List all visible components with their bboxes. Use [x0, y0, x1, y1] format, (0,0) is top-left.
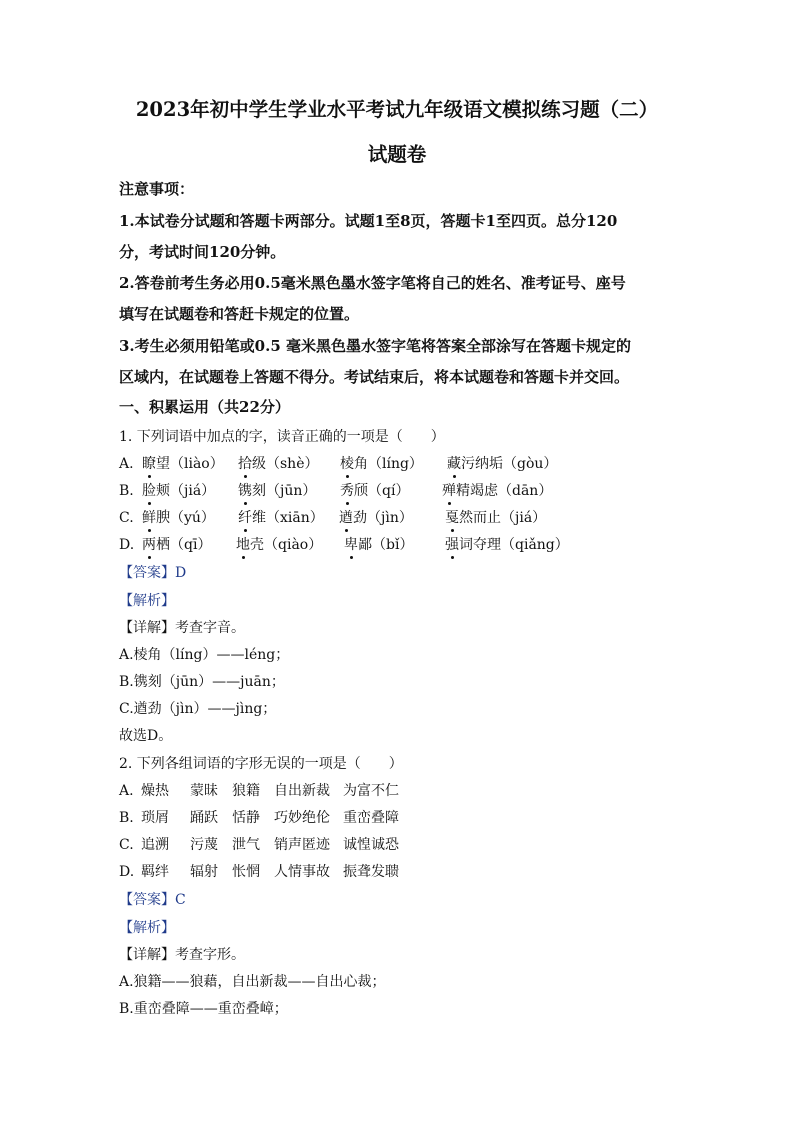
option-label: D. — [119, 864, 135, 880]
notice-item-1a: 1.本试卷分试题和答题卡两部分。试题1至8页，答题卡1至四页。总分120 — [119, 212, 618, 230]
emphasis-dot-char: 殚 — [442, 483, 456, 499]
option-word: 人情事故 — [274, 864, 330, 880]
option-word: 纤维（xiān） — [238, 510, 324, 526]
emphasis-dot-char: 强 — [445, 537, 459, 553]
option-word: 追溯 — [141, 837, 169, 853]
option-word: 污蔑 — [190, 837, 218, 853]
emphasis-dot-char: 拾 — [238, 456, 252, 472]
detail-label: 【详解】考查字音。 — [119, 620, 245, 636]
option-word: 镌刻（jūn） — [238, 483, 317, 499]
emphasis-dot-char: 卑 — [344, 537, 358, 553]
answer-label: 【答案】C — [119, 892, 186, 908]
question-stem: 2. 下列各组词语的字形无误的一项是（ ） — [119, 756, 403, 772]
option-word: 振聋发聩 — [343, 864, 399, 880]
option-word: 脸颊（jiá） — [142, 483, 216, 499]
option-row-d — [119, 535, 679, 555]
option-word: 怅惘 — [232, 864, 260, 880]
option-word: 销声匿迹 — [274, 837, 330, 853]
detail-label: 【详解】考查字形。 — [119, 947, 245, 963]
option-word: 遒劲（jìn） — [339, 510, 413, 526]
option-label: C. — [119, 510, 134, 526]
option-label: D. — [119, 537, 135, 553]
option-word: 泄气 — [232, 837, 260, 853]
option-row-a — [119, 454, 679, 474]
emphasis-dot-char: 戛 — [445, 510, 459, 526]
option-word: 狼籍 — [232, 783, 260, 799]
explanation-line: B.重峦叠障——重峦叠嶂； — [119, 1001, 288, 1017]
option-row-a — [119, 781, 439, 801]
option-label: B. — [119, 810, 134, 826]
option-word: 诚惶诚恐 — [343, 837, 399, 853]
notice-item-3b: 区域内，在试题卷上答题不得分。考试结束后，将本试题卷和答题卡并交回。 — [119, 368, 630, 386]
emphasis-dot-char: 脸 — [142, 483, 156, 499]
option-word: 拾级（shè） — [238, 456, 319, 472]
option-row-c — [119, 508, 679, 528]
option-word: 踊跃 — [190, 810, 218, 826]
explanation-line: A.棱角（líng）——léng； — [119, 647, 290, 663]
answer-label: 【答案】D — [119, 565, 187, 581]
emphasis-dot-char: 藏 — [447, 456, 461, 472]
emphasis-dot-char: 瞭 — [142, 456, 156, 472]
option-row-b — [119, 808, 439, 828]
option-word: 卑鄙（bǐ） — [344, 537, 414, 553]
option-word: 殚精竭虑（dān） — [442, 483, 553, 499]
conclusion-line: 故选D。 — [119, 728, 173, 744]
option-label: B. — [119, 483, 134, 499]
option-word: 藏污纳垢（gòu） — [447, 456, 558, 472]
option-word: 鲜腴（yú） — [142, 510, 215, 526]
page-title: 2023年初中学生学业水平考试九年级语文模拟练习题（二） — [135, 98, 659, 121]
explanation-line: C.遒劲（jìn）——jìng； — [119, 701, 277, 717]
option-word: 羁绊 — [141, 864, 169, 880]
option-word: 地壳（qiào） — [236, 537, 323, 553]
emphasis-dot-char: 秀 — [340, 483, 354, 499]
explanation-line: B.镌刻（jūn）——juān； — [119, 674, 285, 690]
option-word: 棱角（líng） — [340, 456, 423, 472]
option-word: 辐射 — [190, 864, 218, 880]
option-word: 强词夺理（qiǎng） — [445, 537, 569, 553]
section-heading: 一、积累运用（共22分） — [119, 398, 290, 416]
explanation-line: A.狼籍——狼藉，自出新裁——自出心裁； — [119, 974, 386, 990]
analysis-label: 【解析】 — [119, 920, 175, 936]
option-word: 两栖（qī） — [142, 537, 212, 553]
notice-item-3a: 3.考生必须用铅笔或0.5 毫米黑色墨水签字笔将答案全部涂写在答题卡规定的 — [119, 337, 631, 355]
question-stem: 1. 下列词语中加点的字，读音正确的一项是（ ） — [119, 429, 445, 445]
page-subtitle: 试题卷 — [367, 143, 427, 166]
notice-heading: 注意事项： — [119, 180, 195, 198]
option-word: 巧妙绝伦 — [274, 810, 330, 826]
emphasis-dot-char: 遒 — [339, 510, 353, 526]
emphasis-dot-char: 镌 — [238, 483, 252, 499]
notice-item-2a: 2.答卷前考生务必用0.5毫米黑色墨水签字笔将自己的姓名、准考证号、座号 — [119, 274, 626, 292]
option-word: 自出新裁 — [274, 783, 330, 799]
notice-item-1b: 分，考试时间120分钟。 — [119, 243, 286, 261]
option-word: 戛然而止（jiá） — [445, 510, 547, 526]
option-word: 蒙昧 — [190, 783, 218, 799]
option-label: A. — [119, 456, 134, 472]
emphasis-dot-char: 地 — [236, 537, 250, 553]
option-word: 恬静 — [232, 810, 260, 826]
emphasis-dot-char: 鲜 — [142, 510, 156, 526]
option-word: 琐屑 — [141, 810, 169, 826]
option-word: 燥热 — [141, 783, 169, 799]
option-label: A. — [119, 783, 134, 799]
emphasis-dot-char: 纤 — [238, 510, 252, 526]
option-word: 为富不仁 — [343, 783, 399, 799]
option-word: 瞭望（liào） — [142, 456, 224, 472]
option-word: 重峦叠障 — [343, 810, 399, 826]
option-word: 秀颀（qí） — [340, 483, 410, 499]
option-row-d — [119, 862, 439, 882]
option-label: C. — [119, 837, 134, 853]
analysis-label: 【解析】 — [119, 593, 175, 609]
option-row-c — [119, 835, 439, 855]
notice-item-2b: 填写在试题卷和答赶卡规定的位置。 — [119, 305, 360, 323]
option-row-b — [119, 481, 679, 501]
emphasis-dot-char: 两 — [142, 537, 156, 553]
emphasis-dot-char: 棱 — [340, 456, 354, 472]
